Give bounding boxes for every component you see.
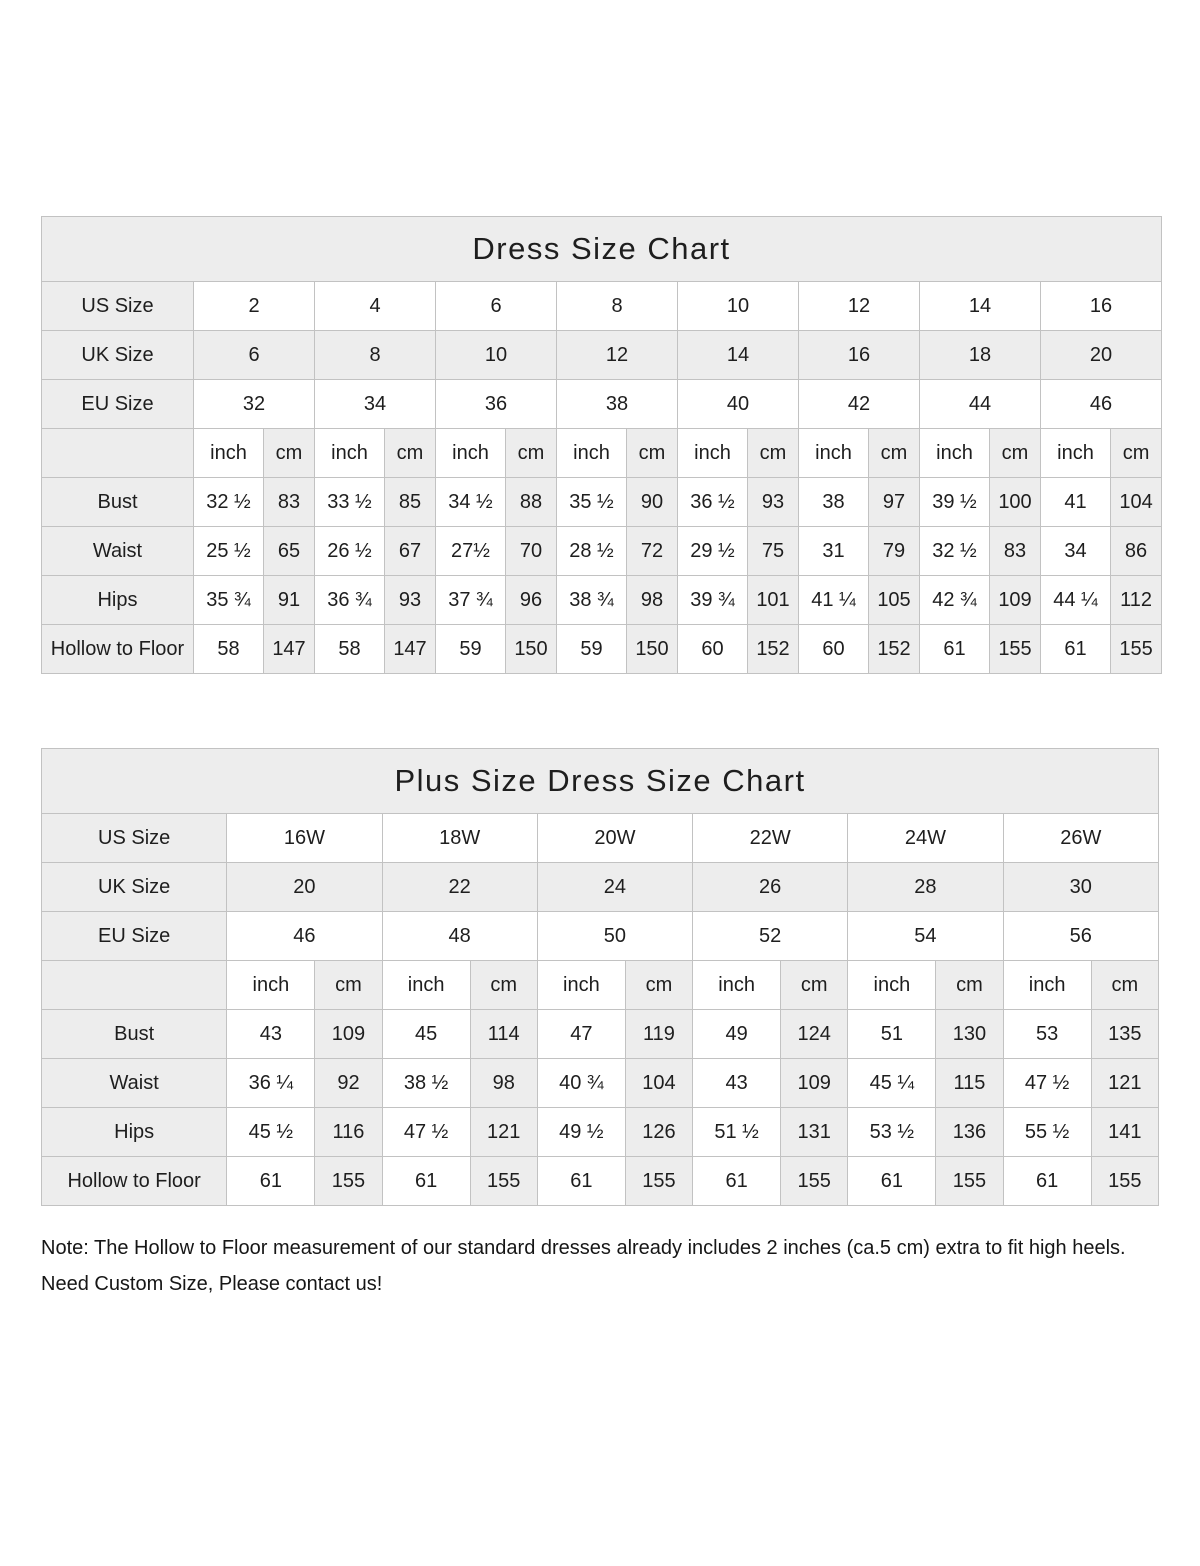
unit-cell-inch: inch: [693, 961, 781, 1010]
plus-unit-row: [42, 961, 1159, 1010]
measure-cell-cm: 116: [315, 1108, 382, 1157]
unit-cell-cm: cm: [470, 961, 537, 1010]
size-value-cell: 4: [315, 282, 436, 331]
unit-row-empty-label: [42, 429, 194, 478]
plus-row-hips: [42, 1108, 1159, 1157]
measure-cell-inch: 45 ½: [227, 1108, 315, 1157]
measure-cell-inch: 31: [799, 527, 869, 576]
size-value-cell: 44: [920, 380, 1041, 429]
measure-cell-cm: 88: [506, 478, 557, 527]
measure-cell-inch: 39 ¾: [678, 576, 748, 625]
measure-cell-cm: 155: [470, 1157, 537, 1206]
measure-cell-cm: 155: [315, 1157, 382, 1206]
plus-title-row: [42, 749, 1159, 814]
size-value-cell: 36: [436, 380, 557, 429]
measure-cell-cm: 79: [869, 527, 920, 576]
unit-cell-cm: cm: [627, 429, 678, 478]
measure-cell-cm: 152: [748, 625, 799, 674]
size-value-cell: 8: [557, 282, 678, 331]
measure-cell-inch: 38: [799, 478, 869, 527]
measure-cell-cm: 109: [315, 1010, 382, 1059]
measure-cell-cm: 150: [627, 625, 678, 674]
row-label-us-size: US Size: [42, 282, 194, 331]
size-value-cell: 6: [194, 331, 315, 380]
measure-cell-inch: 55 ½: [1003, 1108, 1091, 1157]
measure-cell-cm: 75: [748, 527, 799, 576]
size-value-cell: 2: [194, 282, 315, 331]
measure-cell-inch: 27½: [436, 527, 506, 576]
size-value-cell: 18W: [382, 814, 537, 863]
measure-cell-cm: 97: [869, 478, 920, 527]
measure-cell-inch: 34 ½: [436, 478, 506, 527]
measure-cell-inch: 59: [436, 625, 506, 674]
measure-cell-cm: 126: [625, 1108, 692, 1157]
unit-row-empty-label: [42, 961, 227, 1010]
unit-cell-inch: inch: [848, 961, 936, 1010]
measure-cell-cm: 130: [936, 1010, 1003, 1059]
unit-cell-inch: inch: [537, 961, 625, 1010]
measure-cell-cm: 109: [990, 576, 1041, 625]
plus-chart-title: Plus Size Dress Size Chart: [42, 749, 1159, 814]
standard-unit-row: [42, 429, 1162, 478]
measure-cell-inch: 47 ½: [1003, 1059, 1091, 1108]
standard-row-uk-size: [42, 331, 1162, 380]
measure-cell-inch: 40 ¾: [537, 1059, 625, 1108]
size-value-cell: 50: [537, 912, 692, 961]
measure-cell-inch: 43: [693, 1059, 781, 1108]
measure-cell-cm: 109: [781, 1059, 848, 1108]
measure-cell-cm: 112: [1111, 576, 1162, 625]
measure-cell-cm: 67: [385, 527, 436, 576]
size-value-cell: 16: [799, 331, 920, 380]
measure-cell-inch: 32 ½: [920, 527, 990, 576]
measure-cell-inch: 45 ¼: [848, 1059, 936, 1108]
measure-cell-cm: 131: [781, 1108, 848, 1157]
measure-cell-cm: 135: [1091, 1010, 1158, 1059]
measure-cell-inch: 61: [920, 625, 990, 674]
unit-cell-inch: inch: [227, 961, 315, 1010]
size-value-cell: 8: [315, 331, 436, 380]
unit-cell-inch: inch: [194, 429, 264, 478]
size-value-cell: 34: [315, 380, 436, 429]
unit-cell-cm: cm: [385, 429, 436, 478]
measure-cell-cm: 141: [1091, 1108, 1158, 1157]
measure-cell-cm: 155: [781, 1157, 848, 1206]
measure-cell-cm: 70: [506, 527, 557, 576]
measure-cell-cm: 124: [781, 1010, 848, 1059]
measure-cell-inch: 47 ½: [382, 1108, 470, 1157]
measure-cell-cm: 147: [385, 625, 436, 674]
row-label-us-size: US Size: [42, 814, 227, 863]
row-label-hollow-to-floor: Hollow to Floor: [42, 1157, 227, 1206]
measure-cell-inch: 58: [194, 625, 264, 674]
measure-cell-inch: 49 ½: [537, 1108, 625, 1157]
measure-cell-inch: 38 ¾: [557, 576, 627, 625]
measure-cell-inch: 59: [557, 625, 627, 674]
measure-cell-inch: 61: [848, 1157, 936, 1206]
size-value-cell: 20: [227, 863, 382, 912]
measure-cell-inch: 36 ¾: [315, 576, 385, 625]
measure-cell-cm: 150: [506, 625, 557, 674]
unit-cell-cm: cm: [506, 429, 557, 478]
standard-size-chart-table: [41, 216, 1162, 674]
unit-cell-inch: inch: [678, 429, 748, 478]
measure-cell-cm: 93: [385, 576, 436, 625]
size-value-cell: 20W: [537, 814, 692, 863]
size-value-cell: 22W: [693, 814, 848, 863]
size-value-cell: 32: [194, 380, 315, 429]
size-value-cell: 30: [1003, 863, 1158, 912]
plus-row-eu-size: [42, 912, 1159, 961]
measure-cell-inch: 28 ½: [557, 527, 627, 576]
measure-cell-cm: 121: [470, 1108, 537, 1157]
size-value-cell: 46: [1041, 380, 1162, 429]
unit-cell-inch: inch: [1041, 429, 1111, 478]
plus-row-us-size: [42, 814, 1159, 863]
size-value-cell: 16: [1041, 282, 1162, 331]
plus-row-uk-size: [42, 863, 1159, 912]
measure-cell-cm: 155: [1091, 1157, 1158, 1206]
unit-cell-cm: cm: [625, 961, 692, 1010]
measure-cell-inch: 36 ½: [678, 478, 748, 527]
standard-row-us-size: [42, 282, 1162, 331]
unit-cell-cm: cm: [748, 429, 799, 478]
unit-cell-cm: cm: [315, 961, 382, 1010]
plus-row-bust: [42, 1010, 1159, 1059]
measure-cell-inch: 53: [1003, 1010, 1091, 1059]
unit-cell-inch: inch: [557, 429, 627, 478]
measure-cell-inch: 61: [227, 1157, 315, 1206]
measure-cell-inch: 61: [693, 1157, 781, 1206]
plus-size-chart-table: [41, 748, 1159, 1206]
size-value-cell: 20: [1041, 331, 1162, 380]
measure-cell-cm: 104: [625, 1059, 692, 1108]
measure-cell-inch: 51 ½: [693, 1108, 781, 1157]
row-label-eu-size: EU Size: [42, 380, 194, 429]
row-label-uk-size: UK Size: [42, 863, 227, 912]
measure-cell-inch: 42 ¾: [920, 576, 990, 625]
measure-cell-inch: 41: [1041, 478, 1111, 527]
measure-cell-cm: 86: [1111, 527, 1162, 576]
measure-cell-inch: 26 ½: [315, 527, 385, 576]
size-value-cell: 24: [537, 863, 692, 912]
size-value-cell: 42: [799, 380, 920, 429]
size-value-cell: 54: [848, 912, 1003, 961]
row-label-bust: Bust: [42, 478, 194, 527]
row-label-waist: Waist: [42, 527, 194, 576]
row-label-hips: Hips: [42, 1108, 227, 1157]
measure-cell-inch: 29 ½: [678, 527, 748, 576]
measure-cell-cm: 119: [625, 1010, 692, 1059]
unit-cell-inch: inch: [382, 961, 470, 1010]
size-value-cell: 14: [678, 331, 799, 380]
row-label-uk-size: UK Size: [42, 331, 194, 380]
size-value-cell: 46: [227, 912, 382, 961]
size-value-cell: 24W: [848, 814, 1003, 863]
size-value-cell: 22: [382, 863, 537, 912]
measure-cell-inch: 44 ¼: [1041, 576, 1111, 625]
measure-cell-inch: 53 ½: [848, 1108, 936, 1157]
size-value-cell: 10: [436, 331, 557, 380]
unit-cell-cm: cm: [264, 429, 315, 478]
plus-row-hollow-to-floor: [42, 1157, 1159, 1206]
size-value-cell: 56: [1003, 912, 1158, 961]
measure-cell-inch: 34: [1041, 527, 1111, 576]
measure-cell-cm: 65: [264, 527, 315, 576]
size-value-cell: 6: [436, 282, 557, 331]
unit-cell-inch: inch: [436, 429, 506, 478]
measure-cell-inch: 35 ¾: [194, 576, 264, 625]
row-label-hollow-to-floor: Hollow to Floor: [42, 625, 194, 674]
measure-cell-cm: 136: [936, 1108, 1003, 1157]
measure-cell-inch: 47: [537, 1010, 625, 1059]
measure-cell-cm: 93: [748, 478, 799, 527]
unit-cell-cm: cm: [781, 961, 848, 1010]
note-text: [41, 1230, 1159, 1303]
standard-row-hips: [42, 576, 1162, 625]
unit-cell-inch: inch: [315, 429, 385, 478]
measure-cell-inch: 61: [1041, 625, 1111, 674]
measure-cell-cm: 100: [990, 478, 1041, 527]
measure-cell-cm: 147: [264, 625, 315, 674]
size-value-cell: 26: [693, 863, 848, 912]
measure-cell-cm: 96: [506, 576, 557, 625]
measure-cell-cm: 115: [936, 1059, 1003, 1108]
measure-cell-cm: 155: [625, 1157, 692, 1206]
measure-cell-inch: 61: [537, 1157, 625, 1206]
standard-row-bust: [42, 478, 1162, 527]
measure-cell-inch: 37 ¾: [436, 576, 506, 625]
standard-row-waist: [42, 527, 1162, 576]
measure-cell-inch: 41 ¼: [799, 576, 869, 625]
measure-cell-cm: 98: [627, 576, 678, 625]
standard-title-row: [42, 217, 1162, 282]
row-label-bust: Bust: [42, 1010, 227, 1059]
note-line-hollow-to-floor: Note: The Hollow to Floor measurement of our standard dresses already includes 2 inches (ca.5 cm) extra to fit high heels.: [41, 1237, 1126, 1259]
note-line-custom-size: Need Custom Size, Please contact us!: [41, 1273, 383, 1296]
measure-cell-inch: 25 ½: [194, 527, 264, 576]
measure-cell-inch: 58: [315, 625, 385, 674]
measure-cell-cm: 121: [1091, 1059, 1158, 1108]
size-value-cell: 40: [678, 380, 799, 429]
measure-cell-cm: 105: [869, 576, 920, 625]
measure-cell-inch: 61: [382, 1157, 470, 1206]
standard-row-eu-size: [42, 380, 1162, 429]
measure-cell-cm: 85: [385, 478, 436, 527]
measure-cell-cm: 92: [315, 1059, 382, 1108]
measure-cell-cm: 72: [627, 527, 678, 576]
measure-cell-cm: 152: [869, 625, 920, 674]
size-value-cell: 26W: [1003, 814, 1158, 863]
measure-cell-cm: 91: [264, 576, 315, 625]
unit-cell-cm: cm: [990, 429, 1041, 478]
measure-cell-inch: 33 ½: [315, 478, 385, 527]
measure-cell-inch: 49: [693, 1010, 781, 1059]
row-label-waist: Waist: [42, 1059, 227, 1108]
unit-cell-inch: inch: [1003, 961, 1091, 1010]
measure-cell-cm: 90: [627, 478, 678, 527]
plus-row-waist: [42, 1059, 1159, 1108]
measure-cell-inch: 38 ½: [382, 1059, 470, 1108]
measure-cell-cm: 155: [1111, 625, 1162, 674]
measure-cell-inch: 43: [227, 1010, 315, 1059]
measure-cell-cm: 104: [1111, 478, 1162, 527]
measure-cell-inch: 60: [799, 625, 869, 674]
unit-cell-cm: cm: [869, 429, 920, 478]
measure-cell-inch: 45: [382, 1010, 470, 1059]
measure-cell-cm: 83: [264, 478, 315, 527]
unit-cell-cm: cm: [936, 961, 1003, 1010]
size-value-cell: 28: [848, 863, 1003, 912]
row-label-hips: Hips: [42, 576, 194, 625]
measure-cell-cm: 114: [470, 1010, 537, 1059]
measure-cell-inch: 36 ¼: [227, 1059, 315, 1108]
size-value-cell: 52: [693, 912, 848, 961]
unit-cell-inch: inch: [799, 429, 869, 478]
size-value-cell: 12: [799, 282, 920, 331]
unit-cell-cm: cm: [1111, 429, 1162, 478]
size-value-cell: 12: [557, 331, 678, 380]
size-value-cell: 16W: [227, 814, 382, 863]
measure-cell-inch: 39 ½: [920, 478, 990, 527]
standard-row-hollow-to-floor: [42, 625, 1162, 674]
measure-cell-inch: 35 ½: [557, 478, 627, 527]
measure-cell-cm: 101: [748, 576, 799, 625]
row-label-eu-size: EU Size: [42, 912, 227, 961]
size-value-cell: 18: [920, 331, 1041, 380]
unit-cell-inch: inch: [920, 429, 990, 478]
measure-cell-cm: 155: [990, 625, 1041, 674]
unit-cell-cm: cm: [1091, 961, 1158, 1010]
measure-cell-inch: 60: [678, 625, 748, 674]
size-value-cell: 10: [678, 282, 799, 331]
standard-chart-title: Dress Size Chart: [42, 217, 1162, 282]
measure-cell-cm: 83: [990, 527, 1041, 576]
size-value-cell: 14: [920, 282, 1041, 331]
measure-cell-inch: 51: [848, 1010, 936, 1059]
measure-cell-inch: 61: [1003, 1157, 1091, 1206]
size-value-cell: 38: [557, 380, 678, 429]
size-value-cell: 48: [382, 912, 537, 961]
measure-cell-inch: 32 ½: [194, 478, 264, 527]
measure-cell-cm: 98: [470, 1059, 537, 1108]
measure-cell-cm: 155: [936, 1157, 1003, 1206]
